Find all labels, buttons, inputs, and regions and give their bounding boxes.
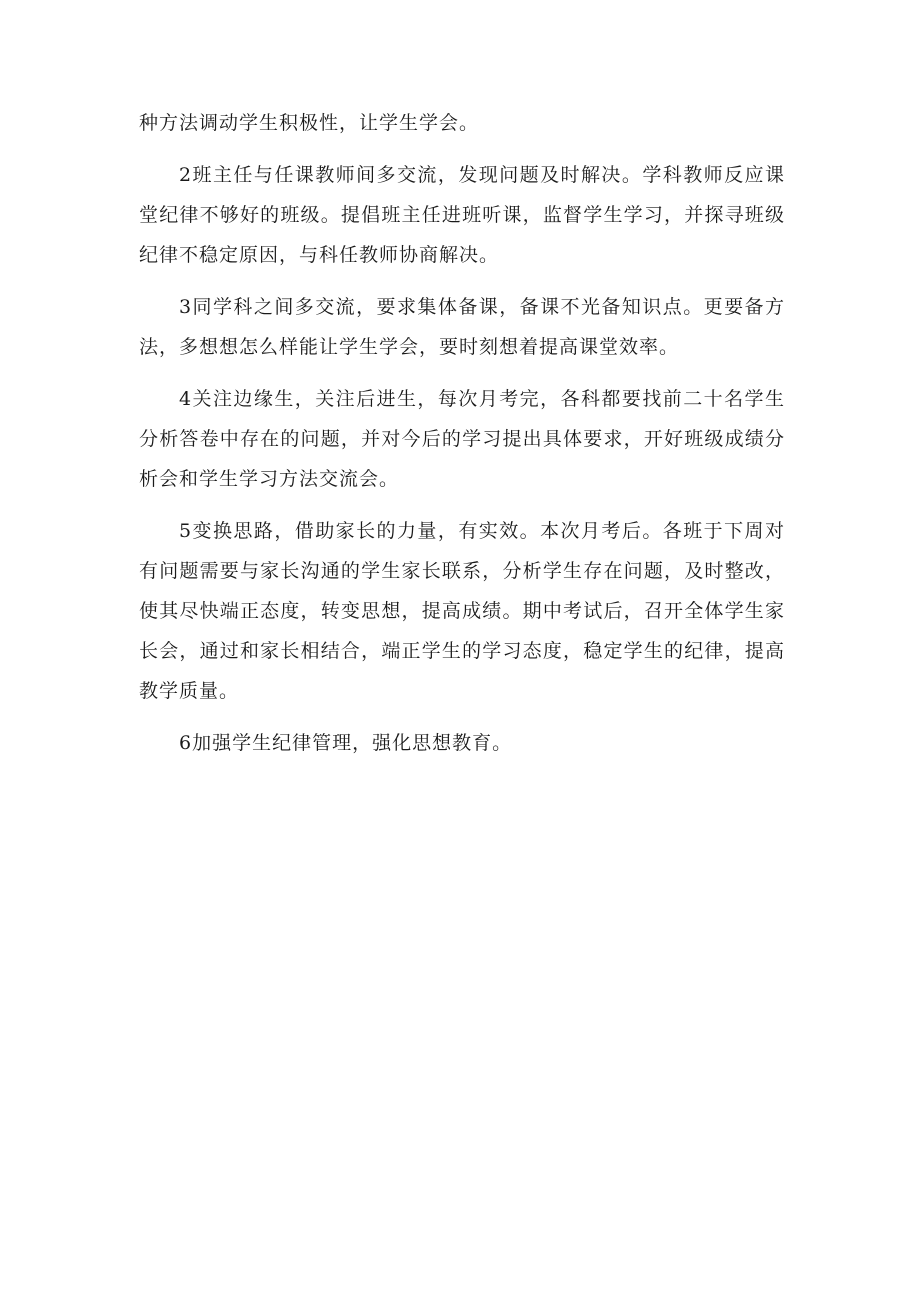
paragraph-item-2: 2班主任与任课教师间多交流，发现问题及时解决。学科教师反应课堂纪律不够好的班级。提倡班主任进班听课，监督学生学习，并探寻班级纪律不稳定原因，与科任教师协商解决。 (139, 164, 785, 266)
paragraph-item-3: 3同学科之间多交流，要求集体备课，备课不光备知识点。更要备方法，多想想怎么样能让学生学会，要时刻想着提高课堂效率。 (139, 296, 785, 358)
document-body (139, 103, 785, 775)
paragraph-item-4: 4关注边缘生，关注后进生，每次月考完，各科都要找前二十名学生分析答卷中存在的问题，并对今后的学习提出具体要求，开好班级成绩分析会和学生学习方法交流会。 (139, 388, 785, 490)
paragraph-item-5: 5变换思路，借助家长的力量，有实效。本次月考后。各班于下周对有问题需要与家长沟通的学生家长联系，分析学生存在问题，及时整改，使其尽快端正态度，转变思想，提高成绩。期中考试后，召开全体学生家长会，通过和家长相结合，端正学生的学习态度，稳定学生的纪律，提高教学质量。 (139, 520, 785, 702)
paragraph-item-6: 6加强学生纪律管理，强化思想教育。 (179, 732, 513, 754)
paragraph-continuation: 种方法调动学生积极性，让学生学会。 (139, 112, 480, 134)
